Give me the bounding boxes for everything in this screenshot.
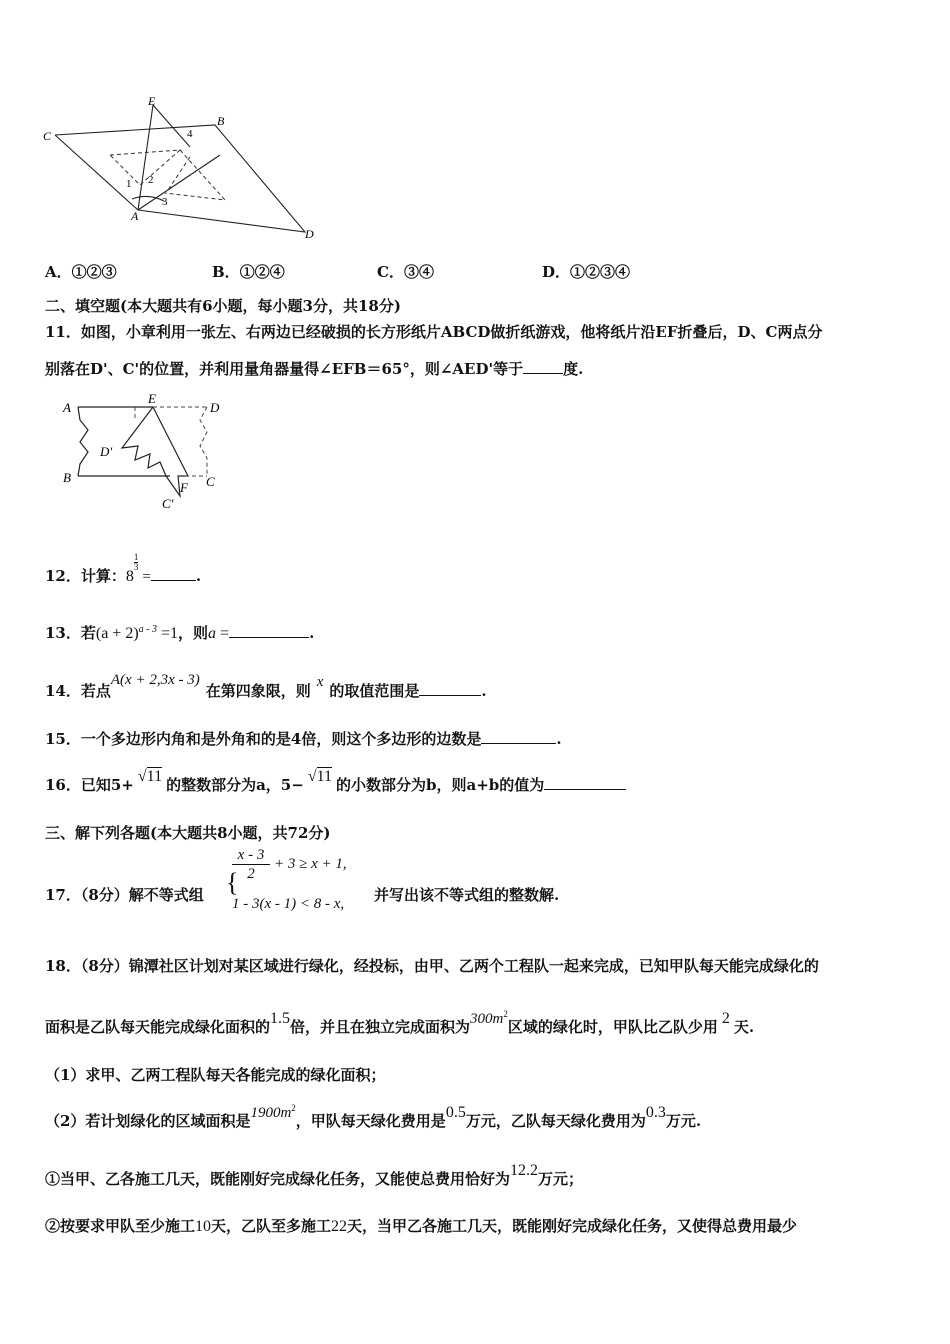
q10-label-c: C [43, 129, 52, 143]
q10-option-a: A．①②③ [45, 263, 117, 281]
q18-line2: 面积是乙队每天能完成绿化面积的1.5倍，并且在独立完成面积为$300m^2$区域的绿化时，甲队比乙队少用 2 天. [45, 1009, 755, 1036]
q17-fraction: x - 3 2 [232, 846, 270, 883]
q17-suffix: 并写出该不等式组的整数解. [374, 886, 560, 904]
q11-line1: 11．如图，小章利用一张左、右两边已经破损的长方形纸片ABCD做折纸游戏，他将纸片沿EF折叠后，D、C两点分 [45, 323, 823, 341]
section-3-heading: 三、解下列各题(本大题共8小题，共72分) [45, 824, 331, 842]
q10-label-e: E [148, 95, 156, 108]
q11-label-dprime: D' [100, 444, 113, 459]
q10-option-c: C．③④ [377, 263, 434, 281]
q13: 13．若$(a + 2)^{a - 3} =1$，则a = . [45, 624, 315, 642]
q10-angle-2: 2 [148, 174, 154, 186]
q10-label-b: B [217, 114, 225, 128]
q17-brace: { [226, 868, 239, 897]
q10-figure [40, 95, 330, 245]
q11-label-b: B [63, 470, 71, 485]
q18-line1: 18．（8分）锦潭社区计划对某区域进行绿化，经投标，由甲、乙两个工程队一起来完成，已知甲队每天能完成绿化的 [45, 957, 819, 975]
q18-part2: （2）若计划绿化的区域面积是$1900m^2$，甲队每天绿化费用是0.5万元，乙队每天绿化费用为0.3万元. [45, 1103, 702, 1130]
q11-line2: 别落在D'、C'的位置，并利用量角器量得∠EFB＝65°，则∠AED'等于 度. [45, 360, 584, 378]
q10-label-a: A [131, 209, 139, 223]
q17-inequality-1: + 3 ≥ x + 1, [274, 856, 347, 872]
q17-prefix: 17．（8分）解不等式组 [45, 886, 204, 904]
q10-angle-1: 1 [126, 178, 132, 190]
q12: 12．计算：8 $\frac{1}{3}$ = . [45, 552, 202, 585]
q11-figure [60, 390, 230, 515]
q11-label-f: F [180, 480, 188, 495]
q18-case1: ①当甲、乙各施工几天，既能刚好完成绿化任务，又能使总费用恰好为12.2万元； [45, 1162, 584, 1188]
q17-inequality-2: 1 - 3(x - 1) < 8 - x, [232, 896, 345, 912]
q10-label-d: D [305, 227, 314, 241]
q10-angle-3: 3 [162, 196, 168, 208]
q10-angle-4: 4 [187, 128, 193, 140]
q11-label-c: C [206, 474, 215, 489]
q10-option-b: B．①②④ [212, 263, 285, 281]
q11-label-a: A [63, 400, 71, 415]
q16: 16．已知5+ √11 的整数部分为a，5− √11 的小数部分为b，则a+b的值为 [45, 774, 626, 795]
q11-label-e: E [148, 391, 156, 406]
q18-case2: ②按要求甲队至少施工10天，乙队至多施工22天，当甲乙各施工几天，既能刚好完成绿化任务，又使得总费用最少 [45, 1217, 798, 1235]
q10-option-d: D．①②③④ [542, 263, 631, 281]
q14: 14．若点A(x + 2,3x - 3)在第四象限，则 x 的取值范围是 . [45, 672, 487, 700]
q11-label-cprime: C' [162, 496, 174, 511]
q11-label-d: D [210, 400, 220, 415]
q18-part1: （1）求甲、乙两工程队每天各能完成的绿化面积； [45, 1066, 386, 1084]
section-2-heading: 二、填空题(本大题共有6小题，每小题3分，共18分) [45, 297, 401, 315]
q15: 15．一个多边形内角和是外角和的是4倍，则这个多边形的边数是 . [45, 730, 562, 748]
